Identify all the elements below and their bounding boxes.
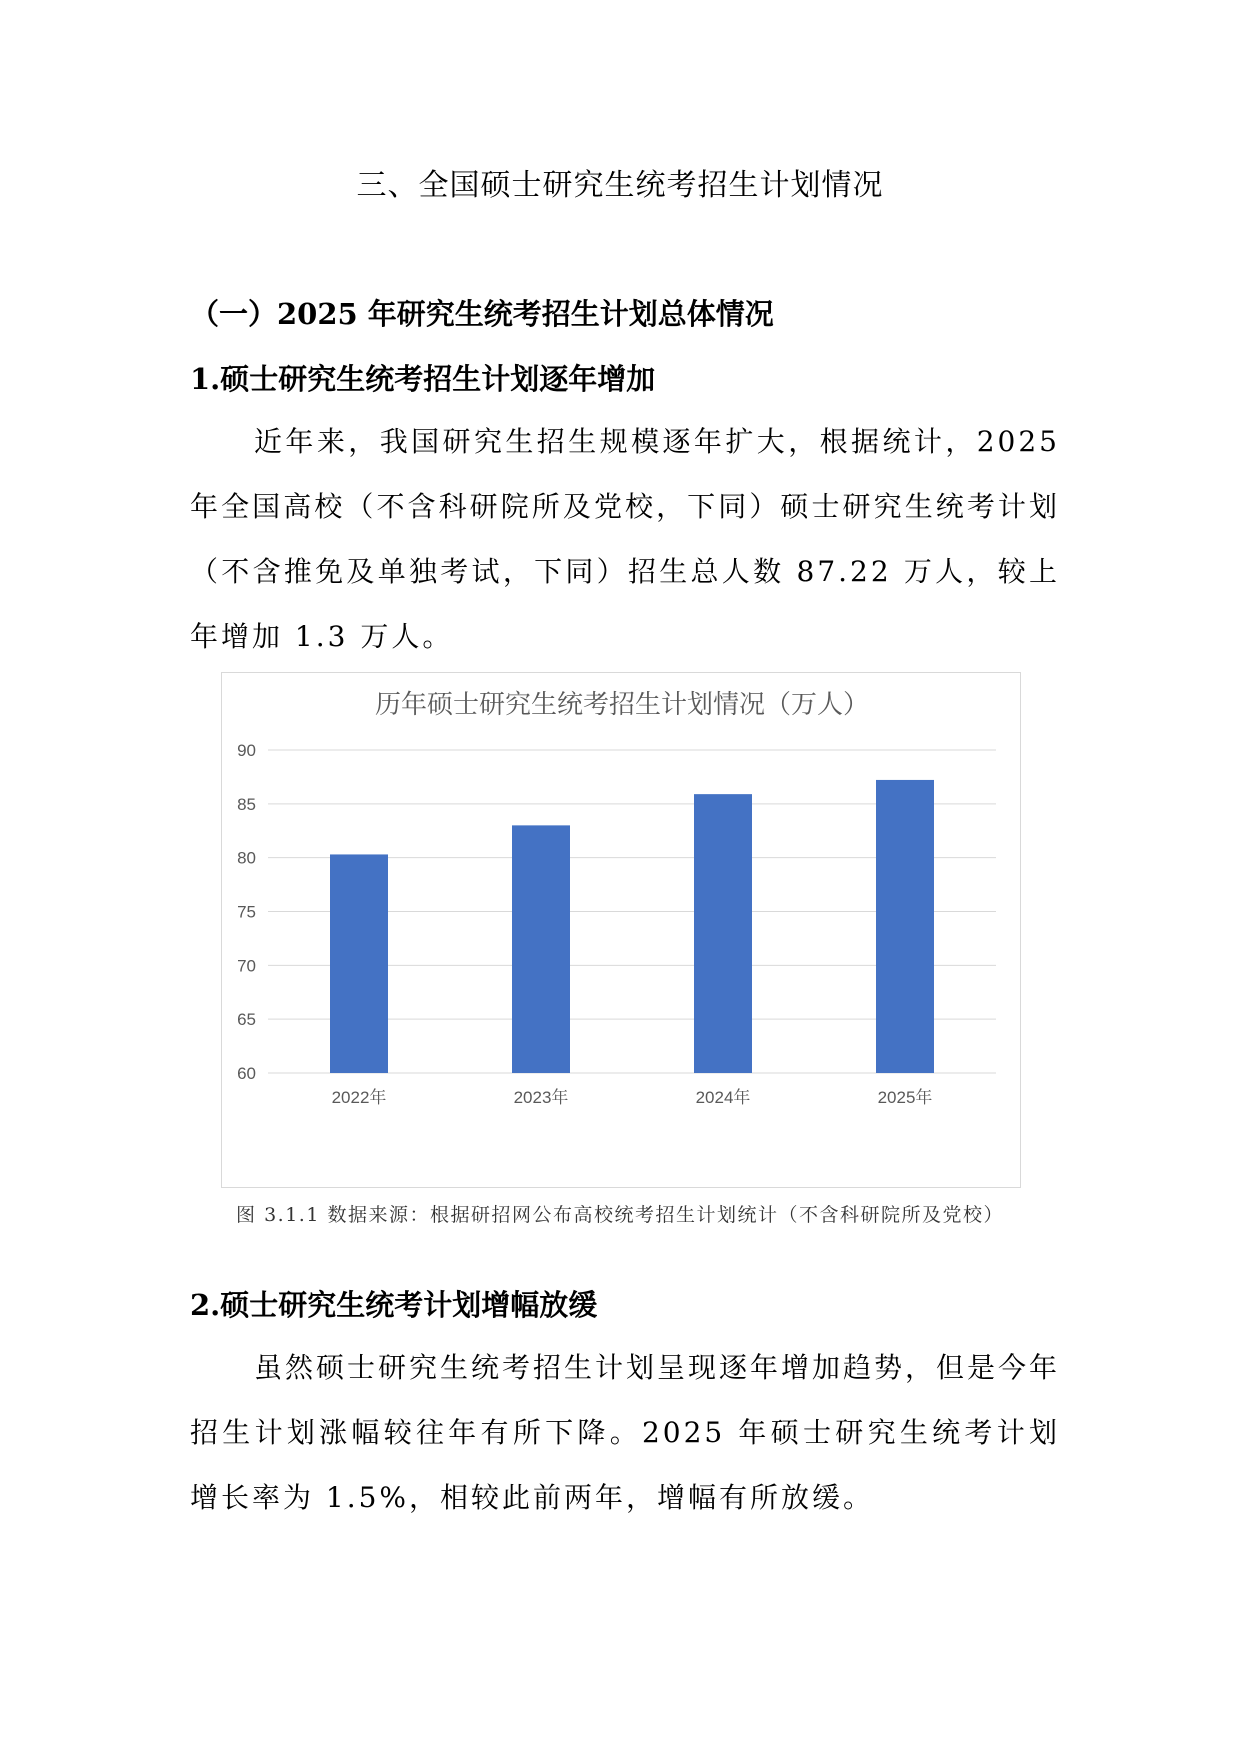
x-tick-label: 2024年 — [695, 1088, 751, 1107]
bar-chart — [221, 672, 1021, 1188]
x-tick-label: 2025年 — [877, 1088, 933, 1107]
subsection-title: （一）2025 年研究生统考招生计划总体情况 — [190, 297, 774, 331]
x-tick-label: 2023年 — [513, 1088, 569, 1107]
bar-2024年 — [694, 794, 752, 1073]
figure-caption: 图 3.1.1 数据来源：根据研招网公布高校统考招生计划统计（不含科研院所及党校） — [236, 1204, 1004, 1226]
y-tick-label: 70 — [237, 956, 256, 976]
y-tick-label: 80 — [237, 848, 256, 868]
y-axis-ticks — [237, 741, 256, 1083]
x-axis-ticks — [332, 1087, 933, 1107]
point2-paragraph: 虽然硕士研究生统考招生计划呈现逐年增加趋势，但是今年招生计划涨幅较往年有所下降。2025 年硕士研究生统考计划增长率为 1.5%，相较此前两年，增幅有所放缓。 — [190, 1351, 1061, 1514]
y-tick-label: 60 — [237, 1064, 256, 1083]
point1-heading: 1.硕士研究生统考招生计划逐年增加 — [190, 362, 656, 396]
y-tick-label: 85 — [237, 794, 256, 814]
x-tick-label: 2022年 — [331, 1088, 387, 1107]
bar-2025年 — [876, 780, 934, 1073]
bar-chart-svg — [222, 673, 1022, 1189]
point2-heading: 2.硕士研究生统考计划增幅放缓 — [190, 1288, 598, 1322]
section-title: 三、全国硕士研究生统考招生计划情况 — [356, 168, 884, 203]
chart-title: 历年硕士研究生统考招生计划情况（万人） — [374, 690, 870, 720]
y-tick-label: 75 — [237, 902, 256, 922]
y-tick-label: 65 — [237, 1010, 256, 1030]
bars — [330, 780, 934, 1073]
bar-2022年 — [330, 854, 388, 1073]
y-tick-label: 90 — [237, 741, 256, 760]
bar-2023年 — [512, 825, 570, 1073]
point1-paragraph: 近年来，我国研究生招生规模逐年扩大，根据统计，2025年全国高校（不含科研院所及党校，下同）硕士研究生统考计划（不含推免及单独考试，下同）招生总人数 87.22 万人，较上年增加 1.3 万人。 — [190, 425, 1060, 653]
